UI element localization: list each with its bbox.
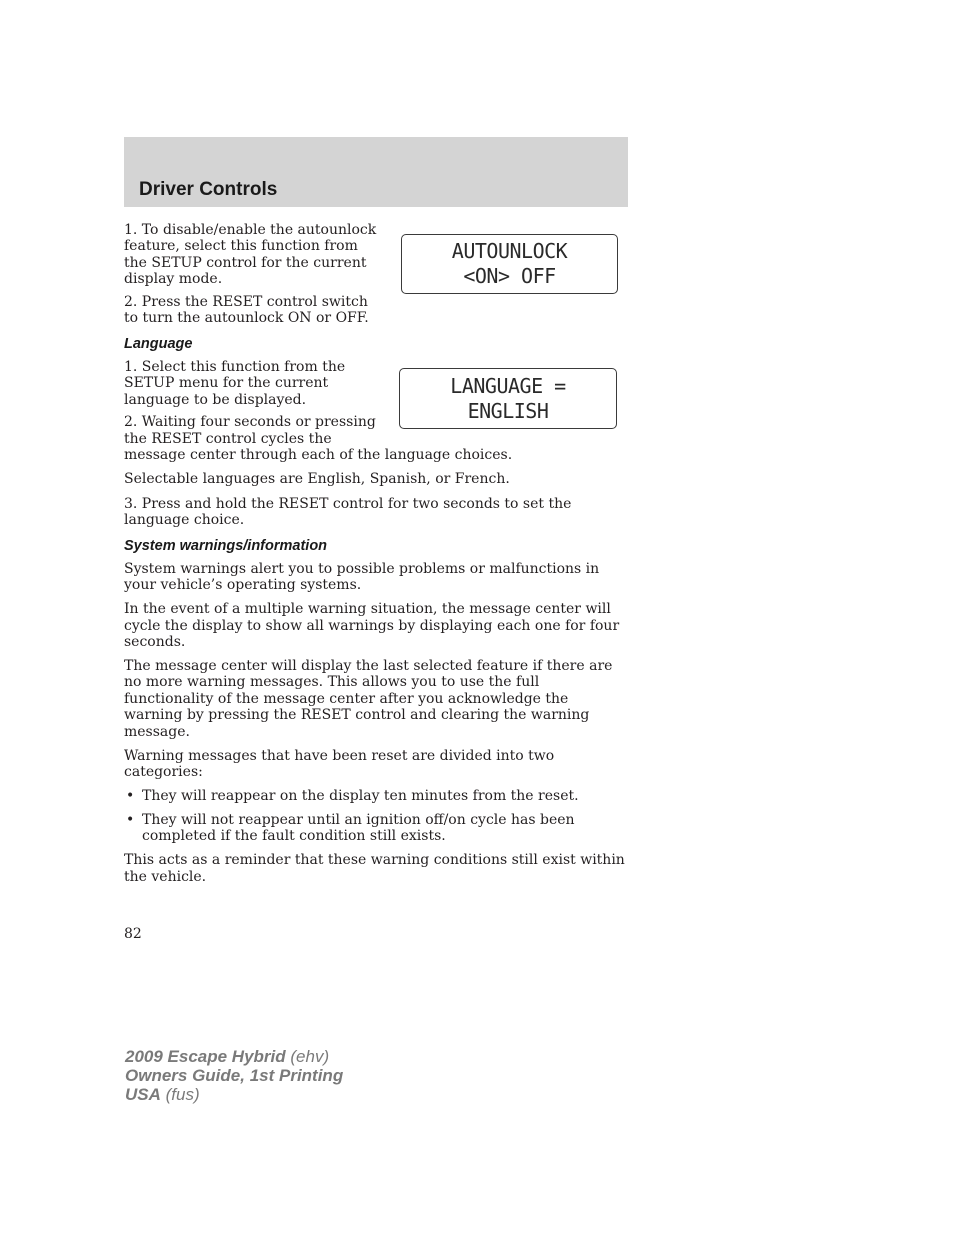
autounlock-display xyxy=(401,234,618,294)
list-item: • They will not reappear until an ignition off/on cycle has been completed if the fault condition still exists. xyxy=(124,812,628,845)
footer-model: 2009 Escape Hybrid xyxy=(125,1047,286,1066)
language-display xyxy=(399,368,617,429)
language-selectable: Selectable languages are English, Spanish, or French. xyxy=(124,471,510,488)
system-warnings-para-2: In the event of a multiple warning situation, the message center will cycle the display to show all warnings by displaying each one for four seconds. xyxy=(124,601,620,651)
section-header xyxy=(124,137,628,207)
autounlock-text xyxy=(124,222,382,326)
language-step-2-line-1: 2. Waiting four seconds or pressing xyxy=(124,414,376,431)
autounlock-step-1: 1. To disable/enable the autounlock feature, select this function from the SETUP control for the current display mode. xyxy=(124,222,377,288)
language-step-2-line-3: message center through each of the language choices. xyxy=(124,447,513,464)
footer-edition: Owners Guide, 1st Printing xyxy=(125,1066,344,1085)
language-heading: Language xyxy=(124,336,193,352)
footer-market-code: (fus) xyxy=(165,1085,200,1104)
document-footer xyxy=(125,1047,343,1104)
page-number: 82 xyxy=(124,926,142,942)
system-warnings-para-4: Warning messages that have been reset are divided into two categories: xyxy=(124,747,555,780)
autounlock-display-line-2: <ON> OFF xyxy=(463,264,556,288)
system-warnings-heading: System warnings/information xyxy=(124,538,328,554)
footer-market: USA xyxy=(125,1085,161,1104)
language-step-1: 1. Select this function from the SETUP menu for the current language to be displayed. xyxy=(124,359,346,408)
language-section xyxy=(124,335,628,529)
language-step-2-line-2: the RESET control cycles the xyxy=(124,430,332,447)
system-warnings-section xyxy=(124,537,628,885)
autounlock-display-line-1: AUTOUNLOCK xyxy=(451,239,568,263)
autounlock-step-2: 2. Press the RESET control switch to turn the autounlock ON or OFF. xyxy=(124,293,369,327)
system-warnings-para-5: This acts as a reminder that these warning conditions still exist within the vehicle. xyxy=(124,852,625,885)
warning-categories-list xyxy=(124,788,628,845)
list-item: • They will reappear on the display ten minutes from the reset. xyxy=(124,788,628,804)
system-warnings-para-1: System warnings alert you to possible problems or malfunctions in your vehicle’s operating systems. xyxy=(124,561,600,594)
section-title: Driver Controls xyxy=(139,179,278,200)
language-step-3: 3. Press and hold the RESET control for two seconds to set the language choice. xyxy=(124,495,572,529)
language-display-line-2: ENGLISH xyxy=(467,398,549,423)
language-display-line-1: LANGUAGE = xyxy=(450,373,566,398)
footer-model-code: (ehv) xyxy=(290,1047,330,1066)
system-warnings-para-3: The message center will display the last selected feature if there are no more warning messages. This allows you to use the full functionality of the message center after you acknowledge the warning by pressing the RESET control and clearing the warning message. xyxy=(124,658,613,740)
